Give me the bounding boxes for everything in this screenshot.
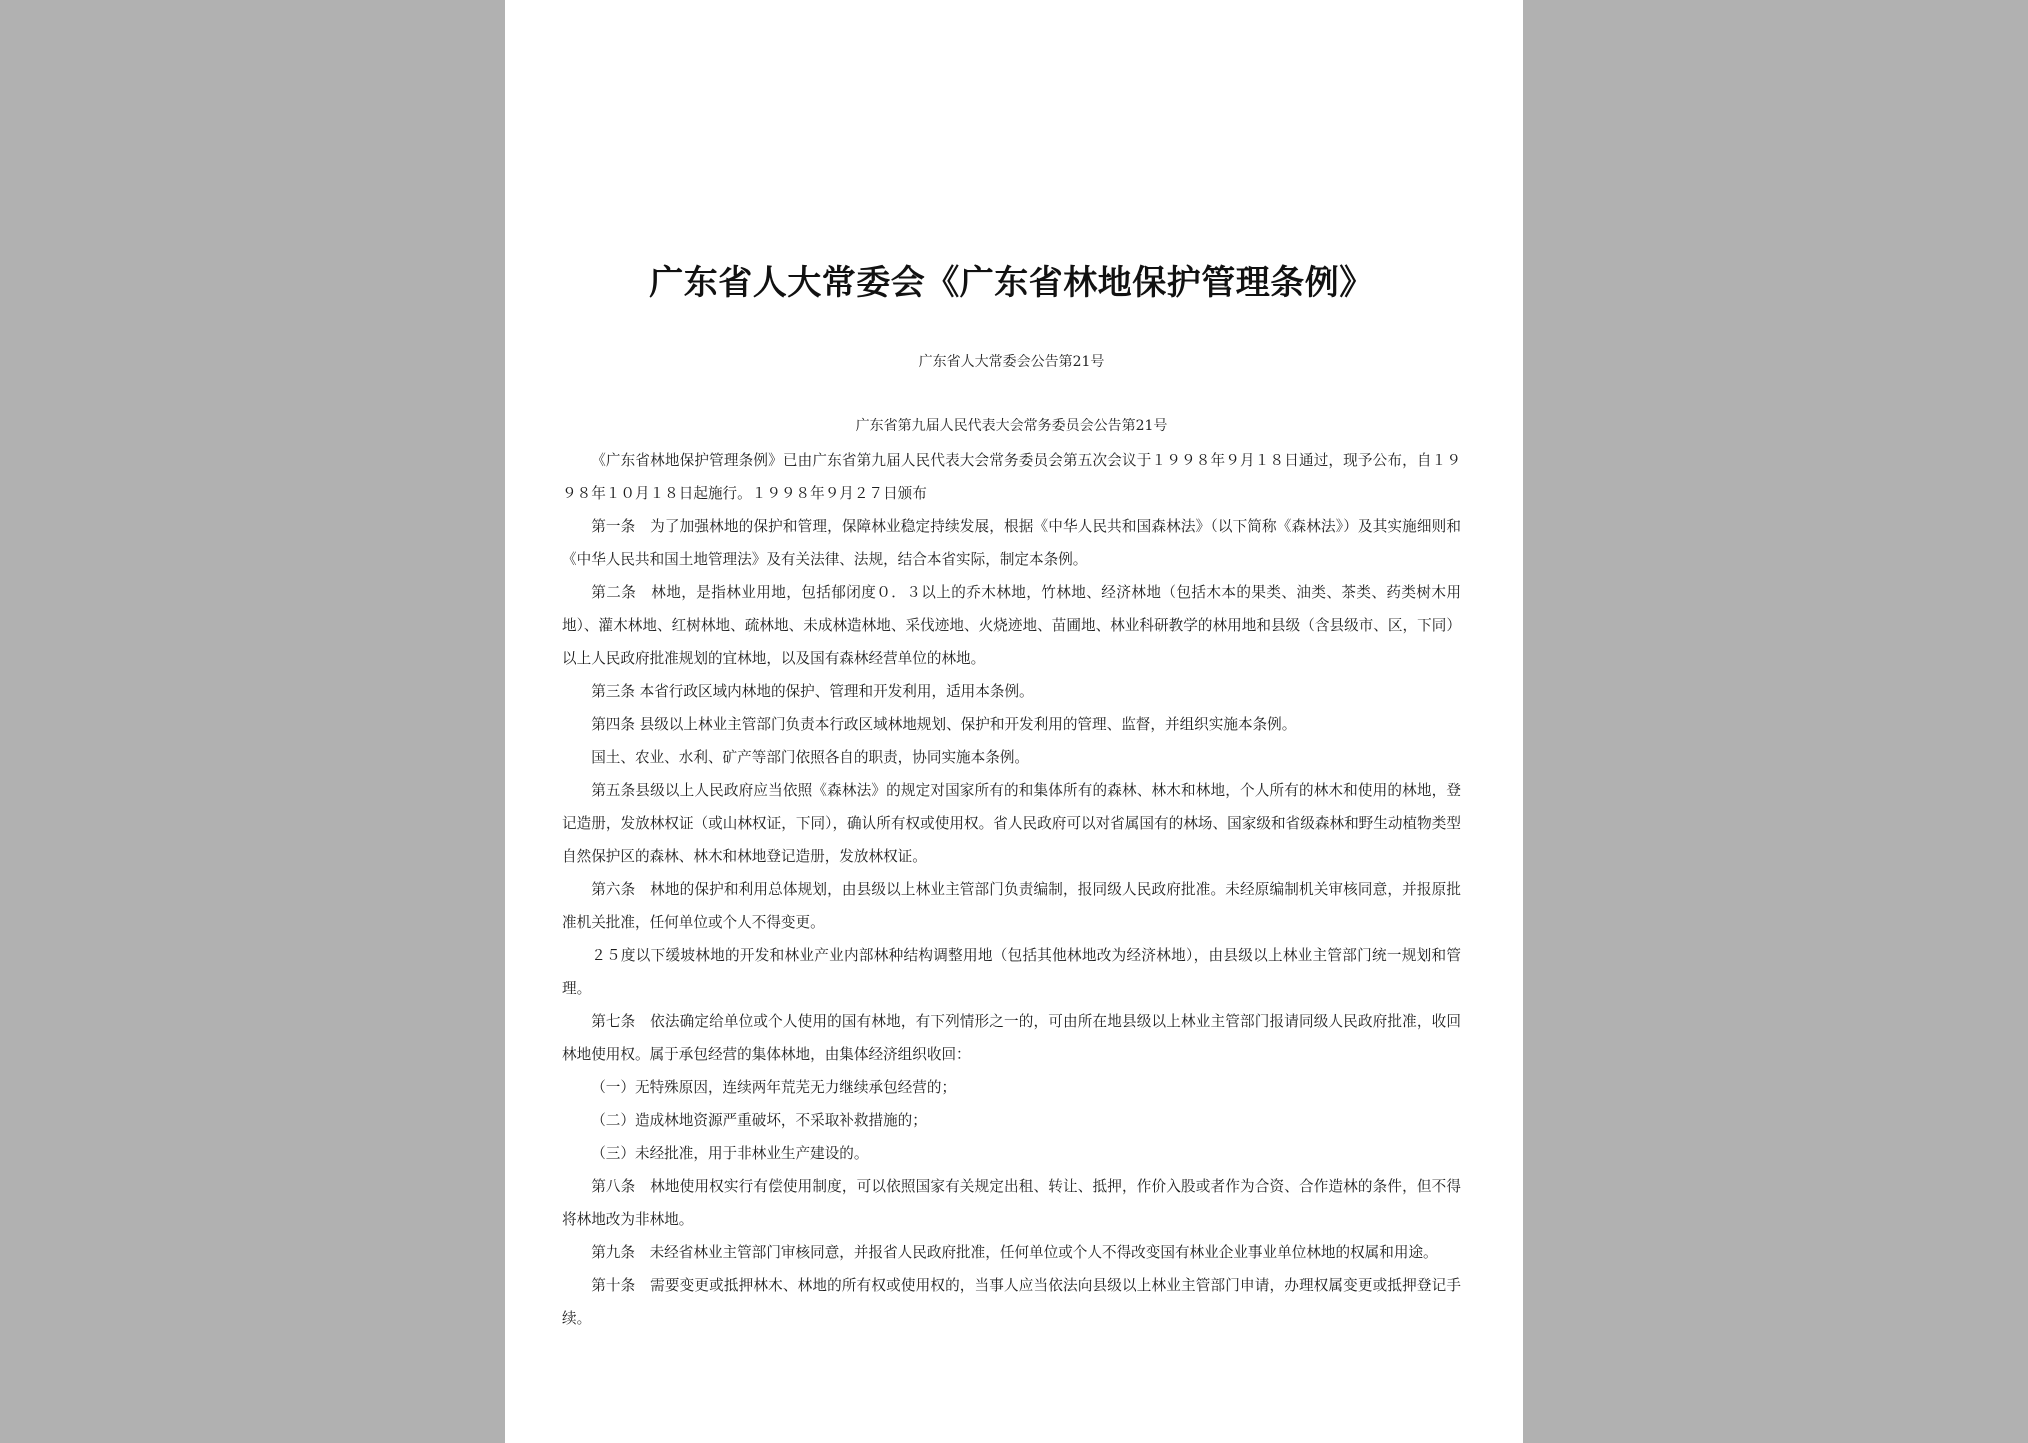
document-body <box>562 444 1461 1335</box>
notice-title: 广东省第九届人民代表大会常务委员会公告第21号 <box>855 418 1168 434</box>
list-item: （二）造成林地资源严重破坏，不采取补救措施的； <box>591 1112 927 1129</box>
article-6: 第六条 林地的保护和利用总体规划，由县级以上林业主管部门负责编制，报同级人民政府批准。未经原编制机关审核同意，并报原批准机关批准，任何单位或个人不得变更。 <box>562 881 1461 931</box>
paragraph: ２５度以下缓坡林地的开发和林业产业内部林种结构调整用地（包括其他林地改为经济林地），由县级以上林业主管部门统一规划和管理。 <box>562 947 1461 997</box>
article-10: 第十条 需要变更或抵押林木、林地的所有权或使用权的，当事人应当依法向县级以上林业主管部门申请，办理权属变更或抵押登记手续。 <box>562 1277 1461 1327</box>
article-8: 第八条 林地使用权实行有偿使用制度，可以依照国家有关规定出租、转让、抵押，作价入股或者作为合资、合作造林的条件，但不得将林地改为非林地。 <box>562 1178 1461 1228</box>
list-item: （一）无特殊原因，连续两年荒芜无力继续承包经营的； <box>591 1079 957 1096</box>
document-page <box>505 0 1523 1443</box>
article-9: 第九条 未经省林业主管部门审核同意，并报省人民政府批准，任何单位或个人不得改变国有林业企业事业单位林地的权属和用途。 <box>591 1244 1438 1261</box>
article-4: 第四条 县级以上林业主管部门负责本行政区域林地规划、保护和开发利用的管理、监督，并组织实施本条例。 <box>591 716 1297 733</box>
document-subtitle: 广东省人大常委会公告第21号 <box>918 354 1105 370</box>
document-title: 广东省人大常委会《广东省林地保护管理条例》 <box>649 263 1374 303</box>
paragraph: 《广东省林地保护管理条例》已由广东省第九届人民代表大会常务委员会第五次会议于１９９８年９月１８日通过，现予公布，自１９９８年１０月１８日起施行。１９９８年９月２７日颁布 <box>562 452 1461 502</box>
article-5: 第五条县级以上人民政府应当依照《森林法》的规定对国家所有的和集体所有的森林、林木和林地，个人所有的林木和使用的林地，登记造册，发放林权证（或山林权证，下同），确认所有权或使用权。省人民政府可以对省属国有的林场、国家级和省级森林和野生动植物类型自然保护区的森林、林木和林地登记造册，发放林权证。 <box>562 782 1461 865</box>
paragraph: 国土、农业、水利、矿产等部门依照各自的职责，协同实施本条例。 <box>591 749 1030 766</box>
article-7: 第七条 依法确定给单位或个人使用的国有林地，有下列情形之一的，可由所在地县级以上林业主管部门报请同级人民政府批准，收回林地使用权。属于承包经营的集体林地，由集体经济组织收回： <box>562 1013 1461 1063</box>
article-3: 第三条 本省行政区域内林地的保护、管理和开发利用，适用本条例。 <box>591 683 1034 700</box>
list-item: （三）未经批准，用于非林业生产建设的。 <box>591 1145 869 1162</box>
article-2: 第二条 林地，是指林业用地，包括郁闭度０．３以上的乔木林地，竹林地、经济林地（包括木本的果类、油类、茶类、药类树木用地）、灌木林地、红树林地、疏林地、未成林造林地、采伐迹地、火烧迹地、苗圃地、林业科研教学的林用地和县级（含县级市、区，下同）以上人民政府批准规划的宜林地，以及国有森林经营单位的林地。 <box>562 584 1461 667</box>
article-1: 第一条 为了加强林地的保护和管理，保障林业稳定持续发展，根据《中华人民共和国森林法》（以下简称《森林法》）及其实施细则和《中华人民共和国土地管理法》及有关法律、法规，结合本省实际，制定本条例。 <box>562 518 1461 568</box>
